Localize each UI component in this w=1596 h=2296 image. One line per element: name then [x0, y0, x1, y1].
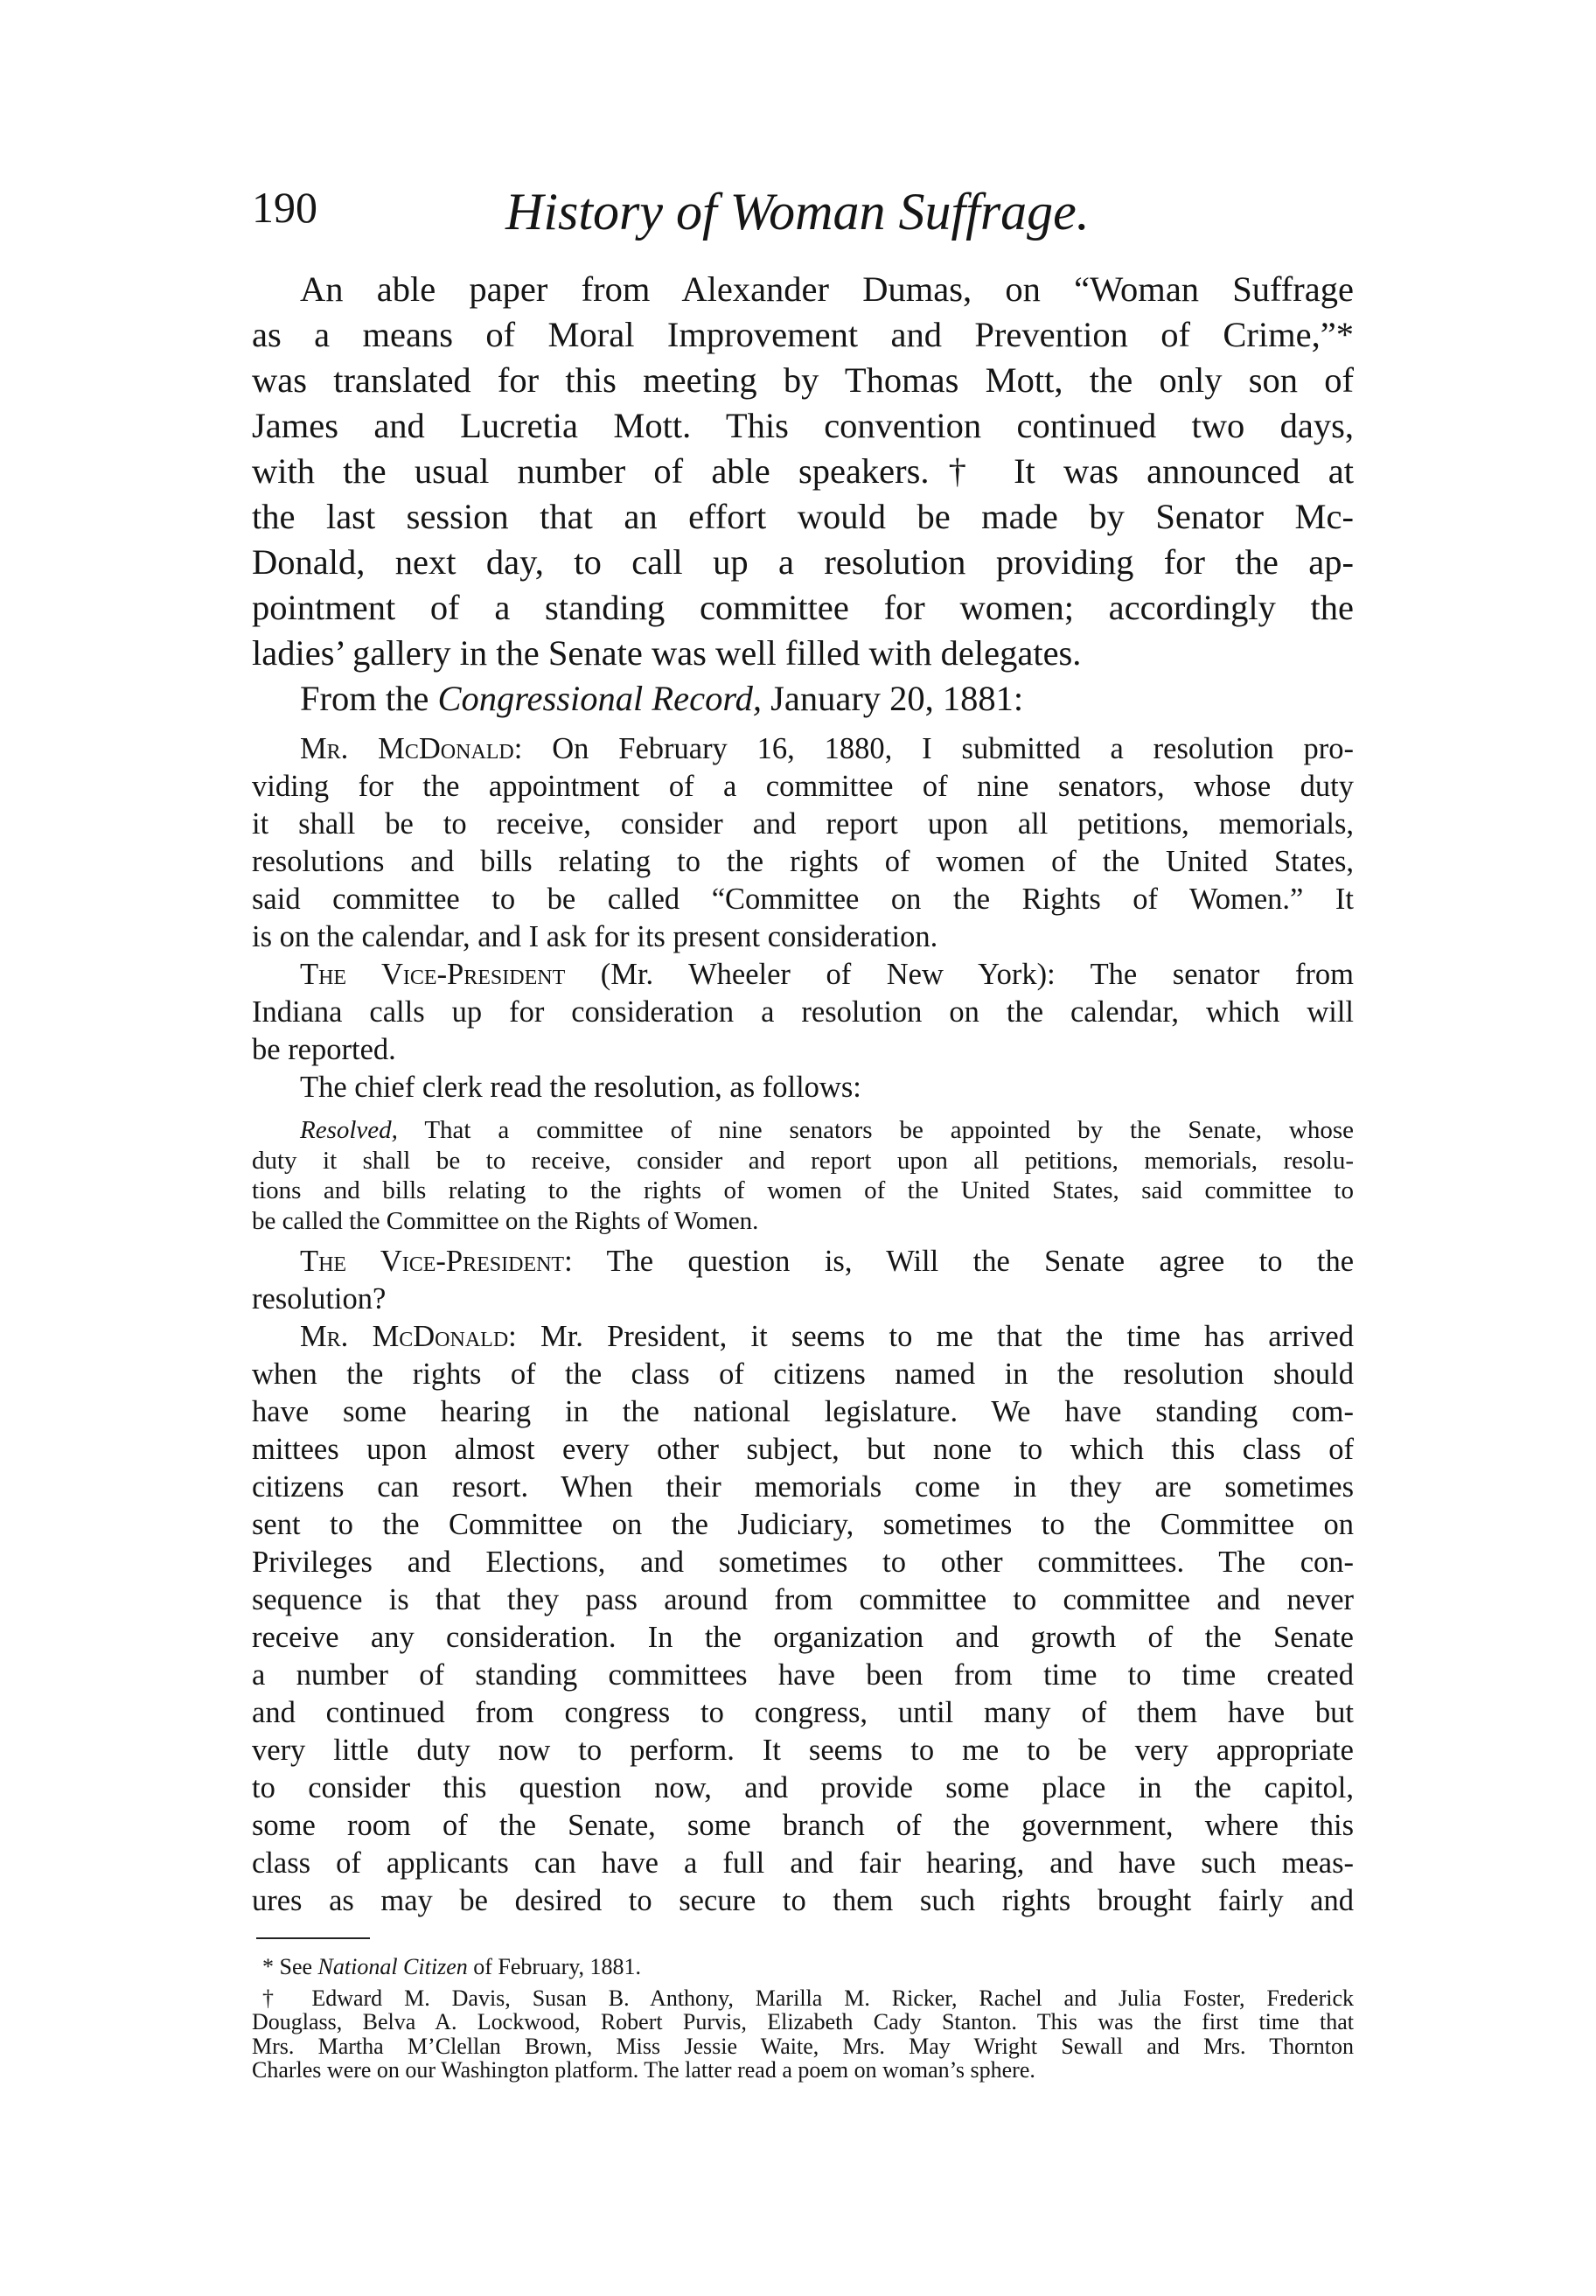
footnote-2-line: Mrs. Martha M’Clellan Brown, Miss Jessie Waite, Mrs. May Wright Sewall and Mrs. Thornton — [252, 2033, 1354, 2059]
text-line: said committee to be called “Committee on the Rights of Women.” It — [252, 883, 1354, 916]
text-line: citizens can resort. When their memorials come in they are sometimes — [252, 1470, 1354, 1504]
record-intro: From the Congressional Record, January 20, 1881: — [300, 679, 1024, 718]
vice-president-question — [252, 1243, 1354, 1318]
text-line: to consider this question now, and provide some place in the capitol, — [252, 1771, 1354, 1804]
text-line: it shall be to receive, consider and report upon all petitions, memorials, — [252, 807, 1354, 841]
text-line: ladies’ gallery in the Senate was well filled with delegates. — [252, 633, 1082, 673]
text-line: Mr. McDonald: On February 16, 1880, I submitted a resolution pro- — [300, 732, 1354, 765]
text-line: An able paper from Alexander Dumas, on “Woman Suffrage — [300, 269, 1354, 309]
text-line: be reported. — [252, 1033, 396, 1066]
speaker-name: Mr. McDonald — [300, 1320, 509, 1353]
text-line: Resolved, That a committee of nine senators be appointed by the Senate, whose — [300, 1116, 1354, 1144]
footnote-rule — [256, 1937, 370, 1939]
text-line: have some hearing in the national legislature. We have standing com- — [252, 1395, 1354, 1428]
footnote-2-line: † Edward M. Davis, Susan B. Anthony, Marilla M. Ricker, Rachel and Julia Foster, Frederick — [262, 1985, 1354, 2011]
footnote-2-line: Douglass, Belva A. Lockwood, Robert Purvis, Elizabeth Cady Stanton. This was the first time that — [252, 2009, 1354, 2034]
text-line: some room of the Senate, some branch of the government, where this — [252, 1809, 1354, 1842]
text-line: a number of standing committees have been from time to time created — [252, 1658, 1354, 1692]
text-line: receive any consideration. In the organization and growth of the Senate — [252, 1621, 1354, 1654]
text-line: mittees upon almost every other subject, but none to which this class of — [252, 1433, 1354, 1466]
page-header — [252, 182, 1354, 252]
footnotes — [252, 1955, 1354, 2083]
text-line: Indiana calls up for consideration a resolution on the calendar, which will — [252, 995, 1354, 1029]
resolved-label: Resolved, — [300, 1116, 398, 1144]
footnote-1: * See National Citizen of February, 1881. — [262, 1954, 642, 1979]
text-line: tions and bills relating to the rights of women of the United States, said committee to — [252, 1176, 1354, 1204]
text-line: Donald, next day, to call up a resolution providing for the ap- — [252, 542, 1354, 582]
mcdonald-speech — [252, 1318, 1354, 1920]
text-line: as a means of Moral Improvement and Prevention of Crime,”* — [252, 315, 1354, 354]
text-line: sequence is that they pass around from committee to committee and never — [252, 1583, 1354, 1616]
footnote-2-line: Charles were on our Washington platform. The latter read a poem on woman’s sphere. — [252, 2057, 1035, 2083]
text-line: ures as may be desired to secure to them such rights brought fairly and — [252, 1884, 1354, 1917]
text-line: very little duty now to perform. It seems to me to be very appropriate — [252, 1734, 1354, 1767]
text-line: is on the calendar, and I ask for its present consideration. — [252, 920, 938, 953]
text-line: The Vice-President: The question is, Will the Senate agree to the — [300, 1245, 1355, 1278]
resolution-text — [252, 1115, 1354, 1236]
text-line: viding for the appointment of a committee of nine senators, whose duty — [252, 770, 1354, 803]
speaker-name: Mr. McDonald — [300, 732, 514, 765]
speaker-name: The Vice-President — [300, 958, 566, 991]
mcdonald-motion — [252, 730, 1354, 956]
text-line: James and Lucretia Mott. This convention continued two days, — [252, 406, 1354, 445]
text-line: resolutions and bills relating to the rights of women of the United States, — [252, 845, 1354, 878]
text-line: sent to the Committee on the Judiciary, sometimes to the Committee on — [252, 1508, 1354, 1541]
footnote-source: National Citizen — [317, 1954, 468, 1979]
record-title: Congressional Record, — [437, 679, 762, 718]
text-line: class of applicants can have a full and fair hearing, and have such meas- — [252, 1846, 1354, 1880]
text-line: the last session that an effort would be made by Senator Mc- — [252, 497, 1354, 536]
running-title: History of Woman Suffrage. — [505, 183, 1090, 241]
vice-president-statement — [252, 956, 1354, 1106]
text-line: and continued from congress to congress, until many of them have but — [252, 1696, 1354, 1729]
text-line: be called the Committee on the Rights of Women. — [252, 1206, 759, 1235]
text-line: was translated for this meeting by Thomas Mott, the only son of — [252, 360, 1354, 400]
text-line: Privileges and Elections, and sometimes to other committees. The con- — [252, 1546, 1354, 1579]
text-line: resolution? — [252, 1282, 387, 1315]
text-line: when the rights of the class of citizens named in the resolution should — [252, 1357, 1354, 1391]
text-line: Mr. McDonald: Mr. President, it seems to me that the time has arrived — [300, 1320, 1354, 1353]
body-text — [252, 267, 1354, 2083]
text-line: with the usual number of able speakers.† It was announced at — [252, 451, 1354, 491]
clerk-line: The chief clerk read the resolution, as follows: — [300, 1071, 861, 1104]
speaker-name: The Vice-President — [300, 1245, 565, 1278]
opening-paragraph — [252, 267, 1354, 722]
text-line: duty it shall be to receive, consider and report upon all petitions, memorials, resolu- — [252, 1146, 1354, 1175]
page-number: 190 — [252, 183, 317, 232]
text-line: pointment of a standing committee for women; accordingly the — [252, 588, 1354, 627]
text-line: The Vice-President (Mr. Wheeler of New York): The senator from — [300, 958, 1354, 991]
